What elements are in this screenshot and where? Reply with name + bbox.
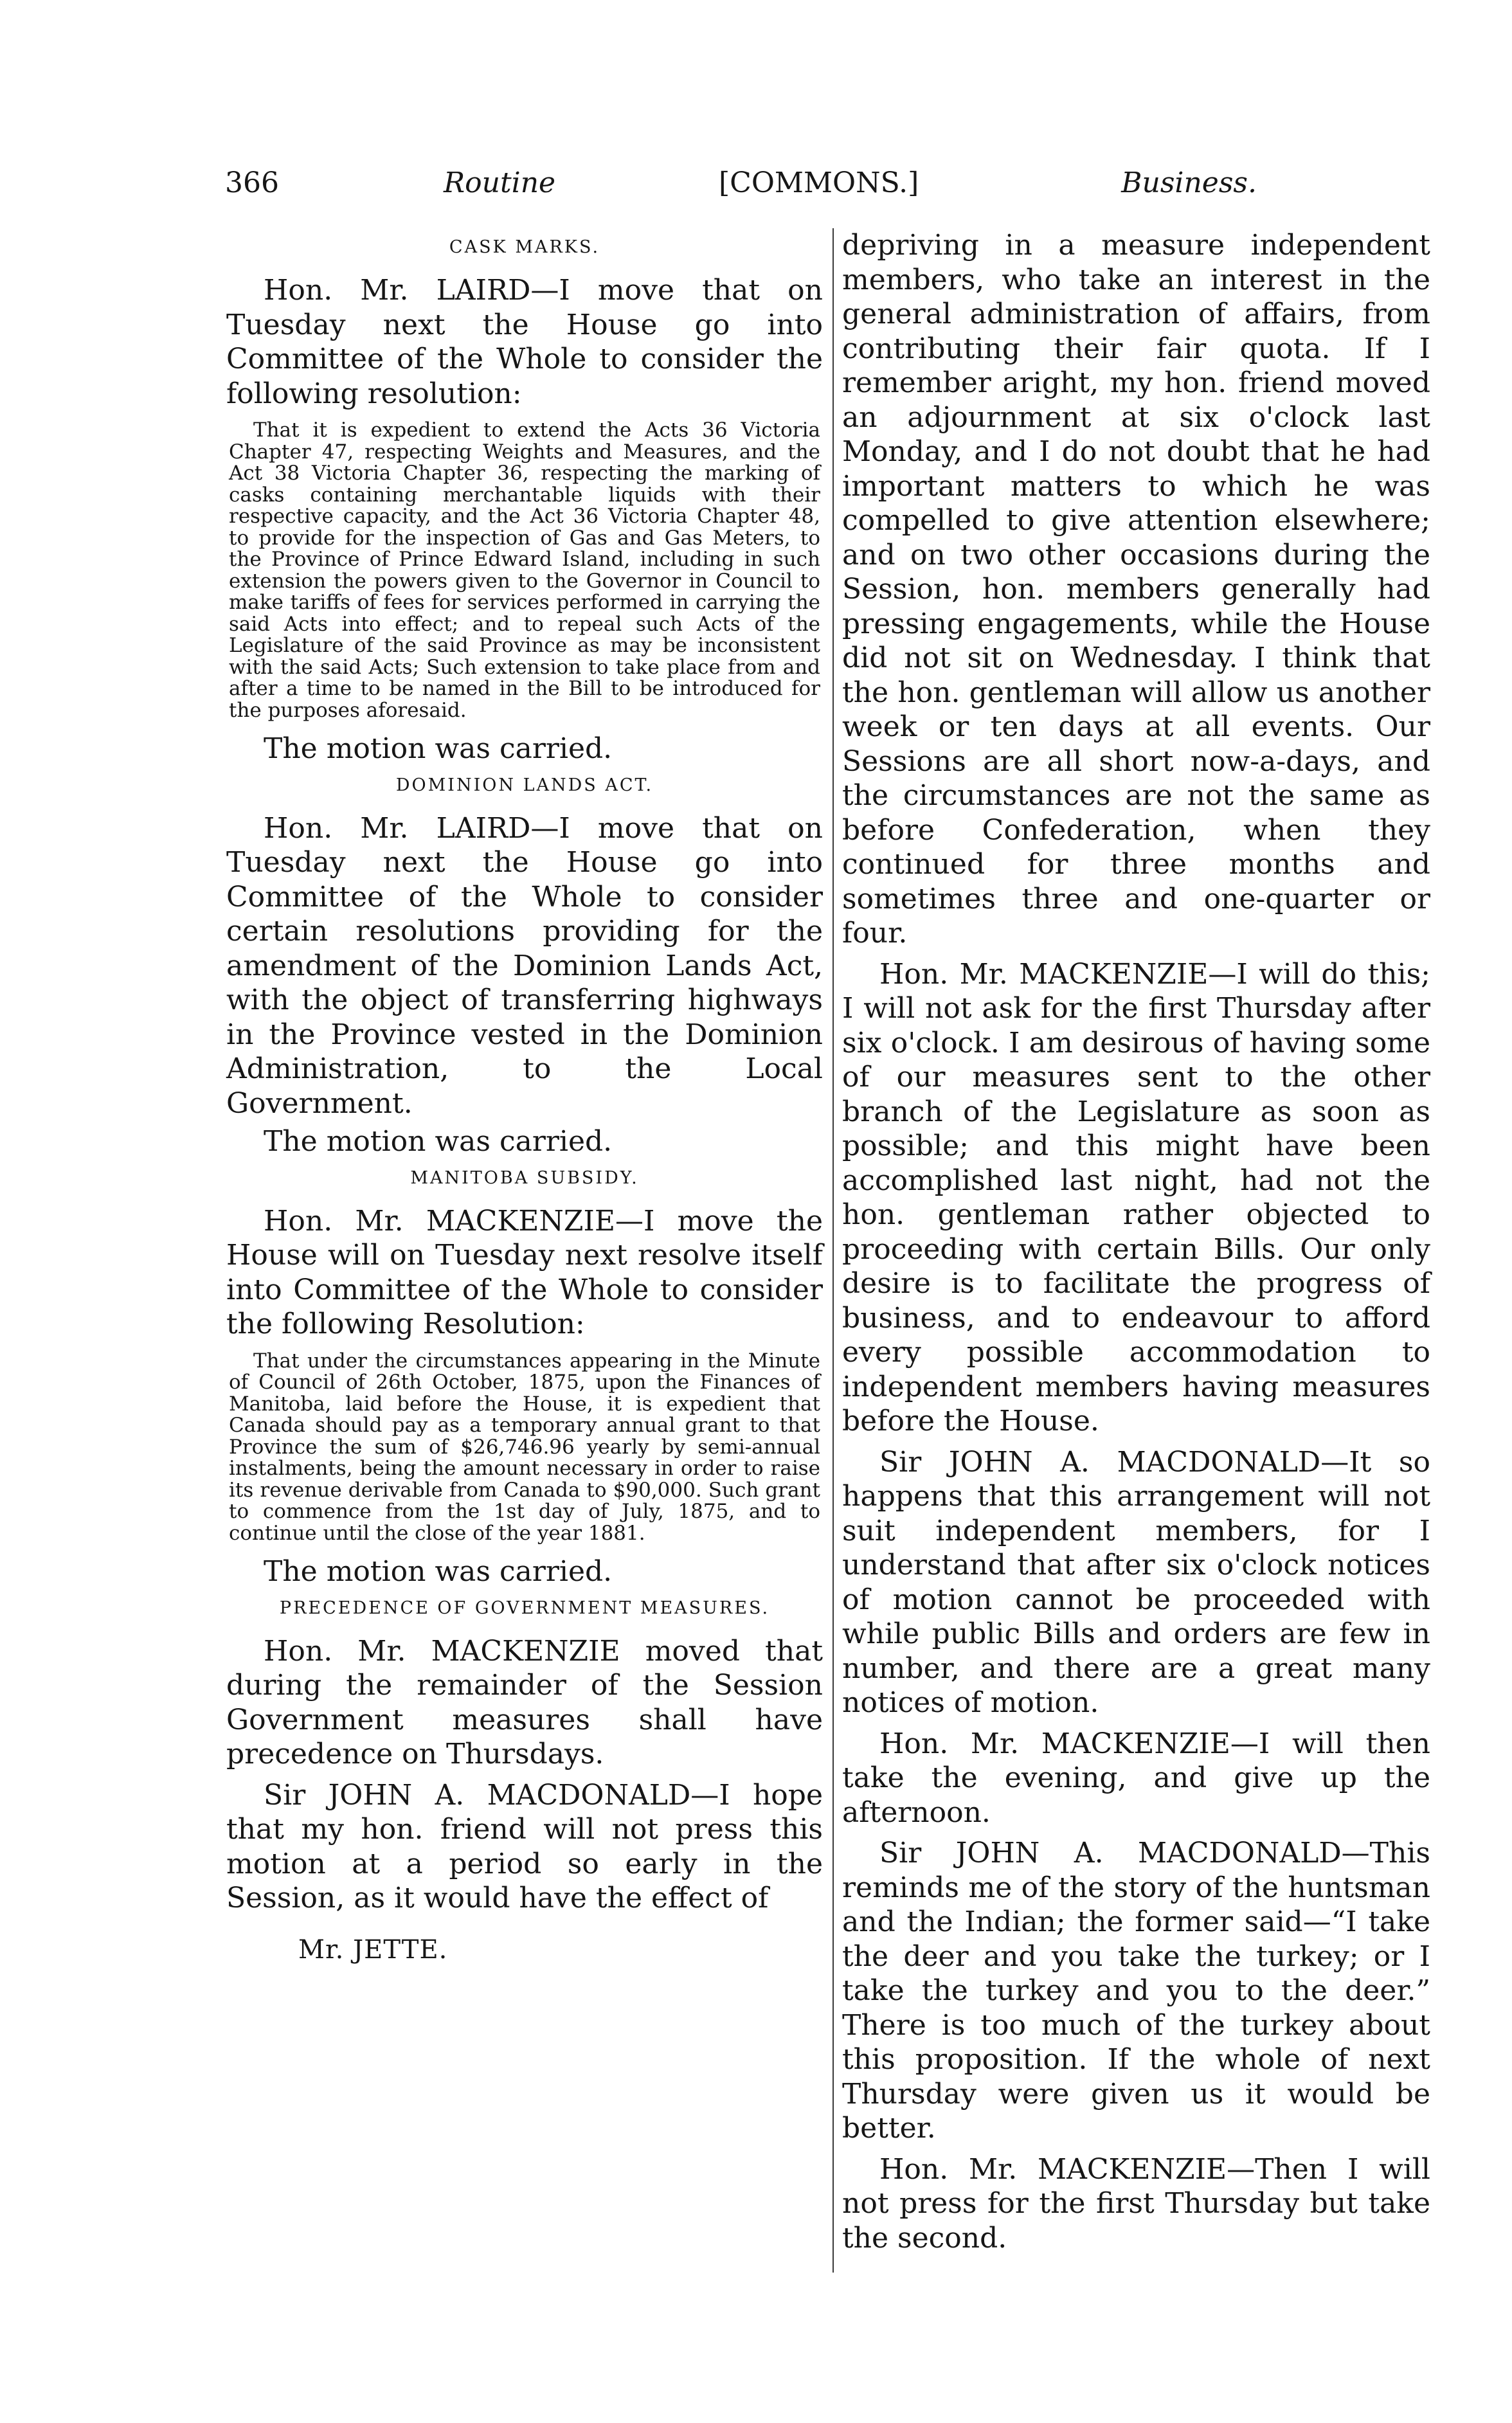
heading-manitoba-subsidy: MANITOBA SUBSIDY.	[410, 1167, 639, 1188]
paragraph-laird-cask-motion: Hon. Mr. LAIRD—I move that on Tuesday next the House go into Committee of the Whole to consider the following resolution:	[226, 274, 823, 410]
paragraph-motion-carried-2: The motion was carried.	[264, 1125, 613, 1158]
heading-precedence-government-measures: PRECEDENCE OF GOVERNMENT MEASURES.	[279, 1598, 770, 1618]
paragraph-mackenzie-precedence-motion: Hon. Mr. MACKENZIE moved that during the remainder of the Session Government measures shall have precedence on Thursdays.	[226, 1634, 823, 1770]
paragraph-laird-dominion-motion: Hon. Mr. LAIRD—I move that on Tuesday next the House go into Committee of the Whole to consider certain resolutions providing for the amendment of the Dominion Lands Act, with the object of transferring highways in the Province vested in the Dominion Administration, to the Local Government.	[226, 811, 823, 1120]
paragraph-mackenzie-will-do-this: Hon. Mr. MACKENZIE—I will do this; I will not ask for the first Thursday after six o'clock. I am desirous of having some of our measures sent to the other branch of the Legislature as soon as possible; and this might have been accomplished last night, had not the hon. gentleman rather objected to proceeding with certain Bills. Our only desire is to facilitate the progress of business, and to endeavour to afford every possible accommodation to independent members having measures before the House.	[842, 957, 1430, 1437]
paragraph-macdonald-reply-start: Sir JOHN A. MACDONALD—I hope that my hon. friend will not press this motion at a period so early in the Session, as it would have the effect of	[226, 1778, 823, 1914]
running-head-section: Routine	[444, 167, 556, 199]
paragraph-mackenzie-manitoba-motion: Hon. Mr. MACKENZIE—I move the House will on Tuesday next resolve itself into Committee of the Whole to consider the following Resolution:	[226, 1204, 823, 1340]
resolution-cask-marks: That it is expedient to extend the Acts 36 Victoria Chapter 47, respecting Weights and Measures, and the Act 38 Victoria Chapter 36, respecting the marking of casks containing merchantable liquids with their respective capacity, and the Act 36 Victoria Chapter 48, to provide for the inspection of Gas and Gas Meters, to the Province of Prince Edward Island, including in such extension the powers given to the Governor in Council to make tariffs of fees for services performed in carrying the said Acts into effect; and to repeal such Acts of the Legislature of the said Province as may be inconsistent with the said Acts; Such extension to take place from and after a time to be named in the Bill to be introduced for the purposes aforesaid.	[229, 419, 820, 722]
right-column	[842, 228, 1430, 2262]
paragraph-motion-carried-1: The motion was carried.	[264, 732, 613, 765]
resolution-manitoba-subsidy: That under the circumstances appearing in the Minute of Council of 26th October, 1875, upon the Finances of Manitoba, laid before the House, it is expedient that Canada should pay as a temporary annual grant to that Province the sum of $26,746.96 yearly by semi-annual instalments, being the amount necessary in order to raise its revenue derivable from Canada to $90,000. Such grant to commence from the 1st day of July, 1875, and to continue until the close of the year 1881.	[229, 1349, 820, 1545]
paragraph-macdonald-arrangement: Sir JOHN A. MACDONALD—It so happens that this arrangement will not suit independent members, for I understand that after six o'clock notices of motion cannot be proceeded with while public Bills and orders are few in number, and there are a great many notices of motion.	[842, 1445, 1430, 1719]
running-head-house: [COMMONS.]	[719, 167, 919, 199]
page-number: 366	[225, 167, 279, 199]
column-divider	[833, 228, 834, 2273]
left-column	[226, 228, 823, 1966]
running-head-section-right: Business.	[1121, 167, 1257, 199]
paragraph-macdonald-huntsman: Sir JOHN A. MACDONALD—This reminds me of the story of the huntsman and the Indian; the former said—“I take the deer and you take the turkey; or I take the turkey and you to the deer.” There is too much of the turkey about this proposition. If the whole of next Thursday were given us it would be better.	[842, 1837, 1430, 2145]
paragraph-motion-carried-3: The motion was carried.	[264, 1555, 613, 1588]
heading-dominion-lands-act: DOMINION LANDS ACT.	[395, 775, 654, 795]
running-header	[225, 164, 1257, 209]
heading-cask-marks: CASK MARKS.	[449, 237, 600, 257]
footer-catchword: Mr. JETTE.	[298, 1934, 448, 1965]
paragraph-mackenzie-second-thursday: Hon. Mr. MACKENZIE—Then I will not press for the first Thursday but take the second.	[842, 2152, 1430, 2255]
paragraph-mackenzie-evening: Hon. Mr. MACKENZIE—I will then take the evening, and give up the afternoon.	[842, 1727, 1430, 1829]
paragraph-macdonald-reply-cont: depriving in a measure independent members, who take an interest in the general administration of affairs, from contributing their fair quota. If I remember aright, my hon. friend moved an adjournment at six o'clock last Monday, and I do not doubt that he had important matters to which he was compelled to give attention elsewhere; and on two other occasions during the Session, hon. members generally had pressing engagements, while the House did not sit on Wednesday. I think that the hon. gentleman will allow us another week or ten days at all events. Our Sessions are all short now-a-days, and the circumstances are not the same as before Confederation, when they continued for three months and sometimes three and one-quarter or four.	[842, 229, 1430, 950]
